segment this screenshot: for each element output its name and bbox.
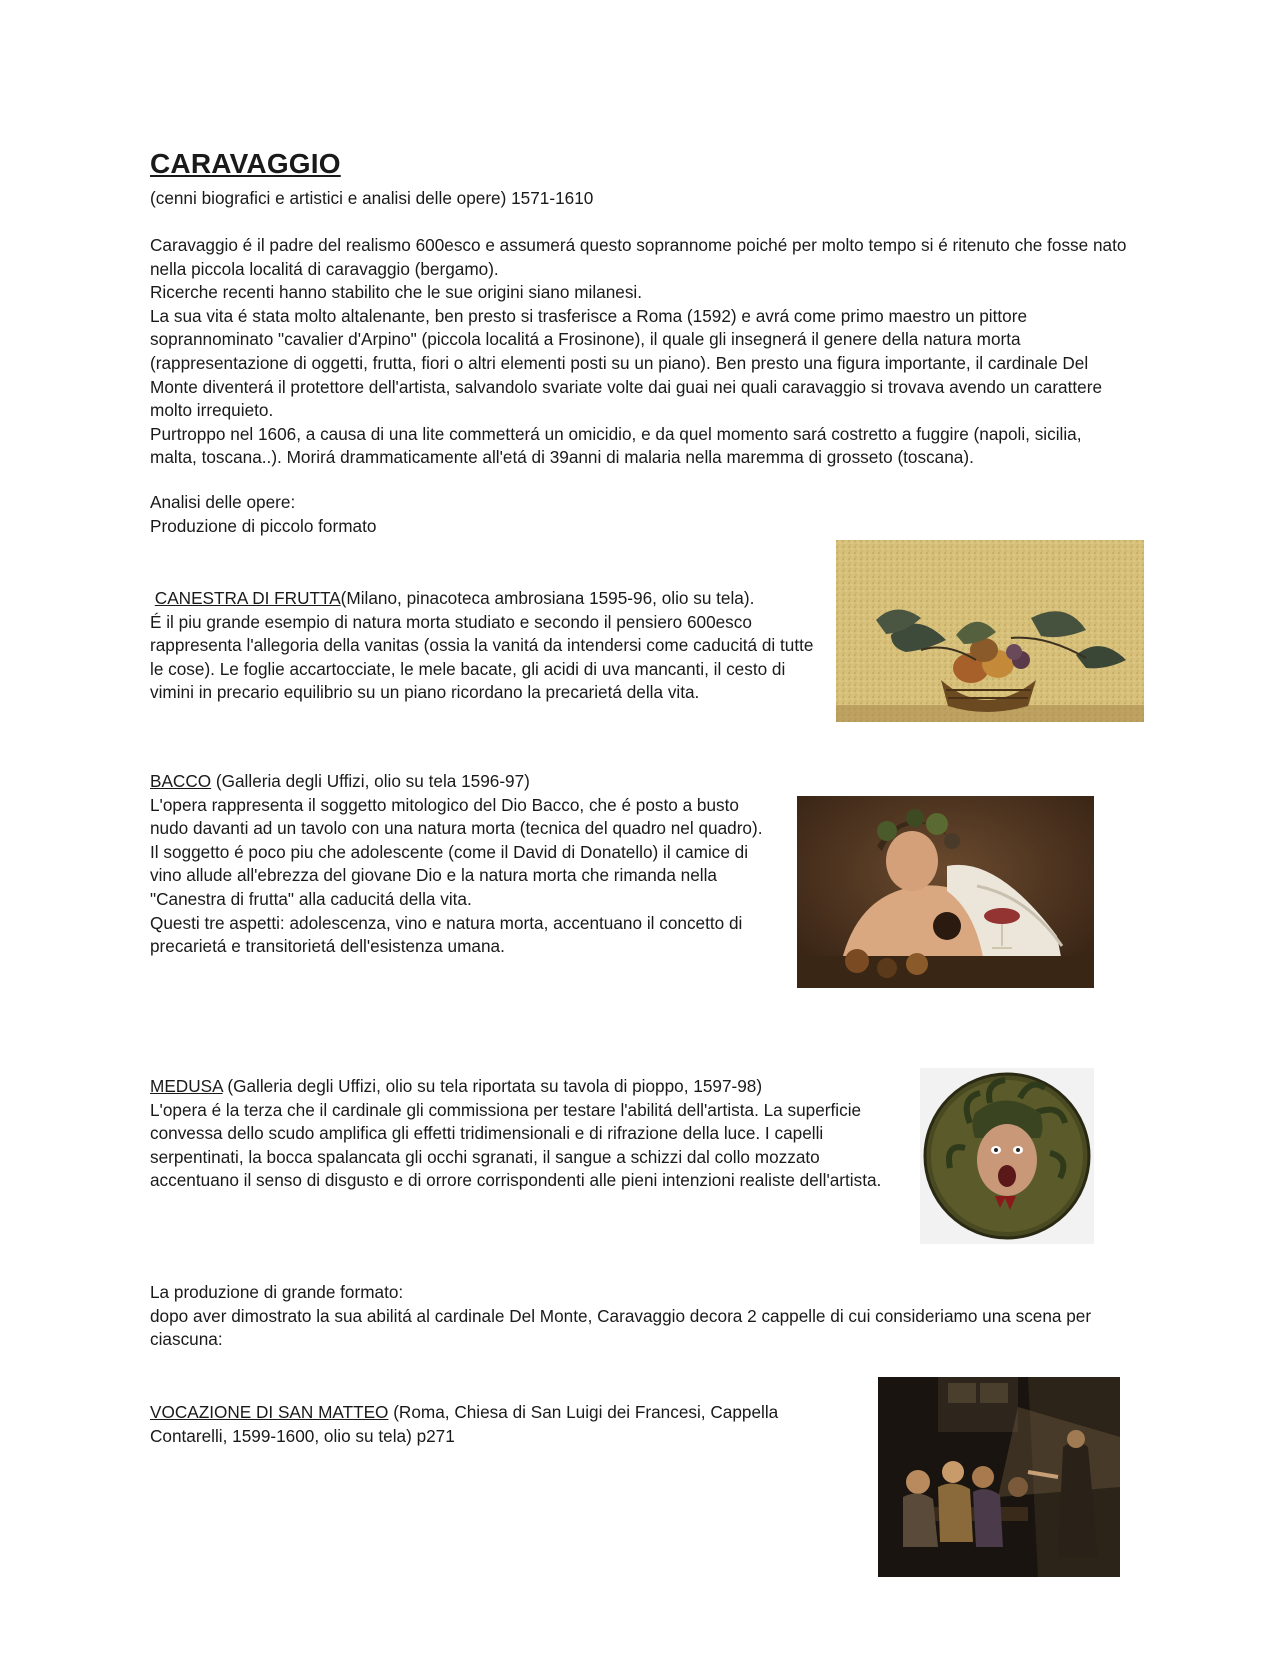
grande-body: dopo aver dimostrato la sua abilitá al cardinale Del Monte, Caravaggio decora 2 cappelle di cui consideriamo una scena per ciascuna: [150, 1305, 1092, 1350]
intro-paragraph-1: Caravaggio é il padre del realismo 600esco e assumerá questo soprannome poiché per molto tempo si é ritenuto che fosse nato nella piccola localitá di caravaggio (bergamo). [150, 235, 1127, 279]
vocazione-painting-image [878, 1377, 1120, 1577]
vocazione-meta: (Roma, Chiesa di San Luigi dei Francesi, Cappella Contarelli, 1599-1600, olio su tela) p271 [150, 1402, 779, 1446]
vocazione-section [150, 1401, 830, 1448]
bacco-paragraph-2: Il soggetto é poco piu che adolescente (come il David di Donatello) il camice di vino allude all'ebrezza del giovane Dio e la natura morta che rimanda nella "Canestra di frutta" alla caducitá della vita. [150, 841, 749, 909]
canestra-painting-image [836, 540, 1144, 722]
intro-section [150, 234, 1128, 470]
analysis-heading: Analisi delle opere: [150, 492, 296, 512]
bacco-meta: (Galleria degli Uffizi, olio su tela 1596-97) [211, 771, 530, 791]
subtitle-text: (cenni biografici e artistici e analisi delle opere) 1571-1610 [150, 188, 594, 208]
intro-paragraph-3: La sua vita é stata molto altalenante, ben presto si trasferisce a Roma (1592) e avrá come primo maestro un pittore soprannominato "cavalier d'Arpino" (piccola localitá a Frosinone), il quale gli insegnerá il genere della natura morta (rappresentazione di oggetti, frutta, fiori o altri elementi posti su un piano). Ben presto una figura importante, il cardinale Del Monte diventerá il protettore dell'artista, salvandolo svariate volte dai guai nei quali caravaggio si trovava avendo un carattere molto irrequieto. [150, 305, 1103, 421]
medusa-painting-image [920, 1068, 1094, 1244]
canestra-meta: (Milano, pinacoteca ambrosiana 1595-96, olio su tela). [340, 588, 755, 608]
analysis-subheading: Produzione di piccolo formato [150, 515, 377, 536]
analysis-heading-block [150, 491, 750, 538]
intro-paragraph-2: Ricerche recenti hanno stabilito che le sue origini siano milanesi. [150, 282, 643, 303]
medusa-body: L'opera é la terza che il cardinale gli commissiona per testare l'abilitá dell'artista. La superficie convessa dello scudo amplifica gli effetti tridimensionali e di rifrazione della luce. I capelli serpentinati, la bocca spalancata gli occhi sgranati, il sangue a schizzi dal collo mozzato accentuano il senso di disgusto e di orrore corrispondenti alle pieni intenzioni realiste dell'artista. [150, 1099, 882, 1191]
page-title: CARAVAGGIO [150, 148, 341, 179]
vocazione-title: VOCAZIONE DI SAN MATTEO [150, 1402, 389, 1422]
bacco-paragraph-1: L'opera rappresenta il soggetto mitologico del Dio Bacco, che é posto a busto nudo davanti ad un tavolo con una natura morta (tecnica del quadro nel quadro). [150, 794, 763, 839]
canestra-section [150, 587, 820, 705]
medusa-section [150, 1075, 910, 1193]
bacco-section [150, 770, 780, 959]
bacco-paragraph-3: Questi tre aspetti: adolescenza, vino e natura morta, accentuano il concetto di precarietá e transitorietá dell'esistenza umana. [150, 912, 743, 957]
medusa-meta: (Galleria degli Uffizi, olio su tela riportata su tavola di pioppo, 1597-98) [222, 1076, 763, 1096]
bacco-title: BACCO [150, 771, 212, 791]
canestra-body: É il piu grande esempio di natura morta studiato e secondo il pensiero 600esco rappresenta l'allegoria della vanitas (ossia la vanitá da intendersi come caducitá di tutte le cose). Le foglie accartocciate, le mele bacate, gli acidi di uva mancanti, il cesto di vimini in precario equilibrio su un piano ricordano la precarietá della vita. [150, 611, 814, 703]
grande-heading: La produzione di grande formato: [150, 1282, 404, 1302]
bacco-painting-image [797, 796, 1094, 988]
canestra-title: CANESTRA DI FRUTTA [154, 588, 341, 608]
subtitle [150, 187, 1130, 211]
grande-formato-section [150, 1281, 1128, 1352]
intro-paragraph-4: Purtroppo nel 1606, a causa di una lite commetterá un omicidio, e da quel momento sará costretto a fuggire (napoli, sicilia, malta, toscana..). Morirá drammaticamente all'etá di 39anni di malaria nella maremma di grosseto (toscana). [150, 423, 1082, 468]
medusa-title: MEDUSA [150, 1076, 223, 1096]
